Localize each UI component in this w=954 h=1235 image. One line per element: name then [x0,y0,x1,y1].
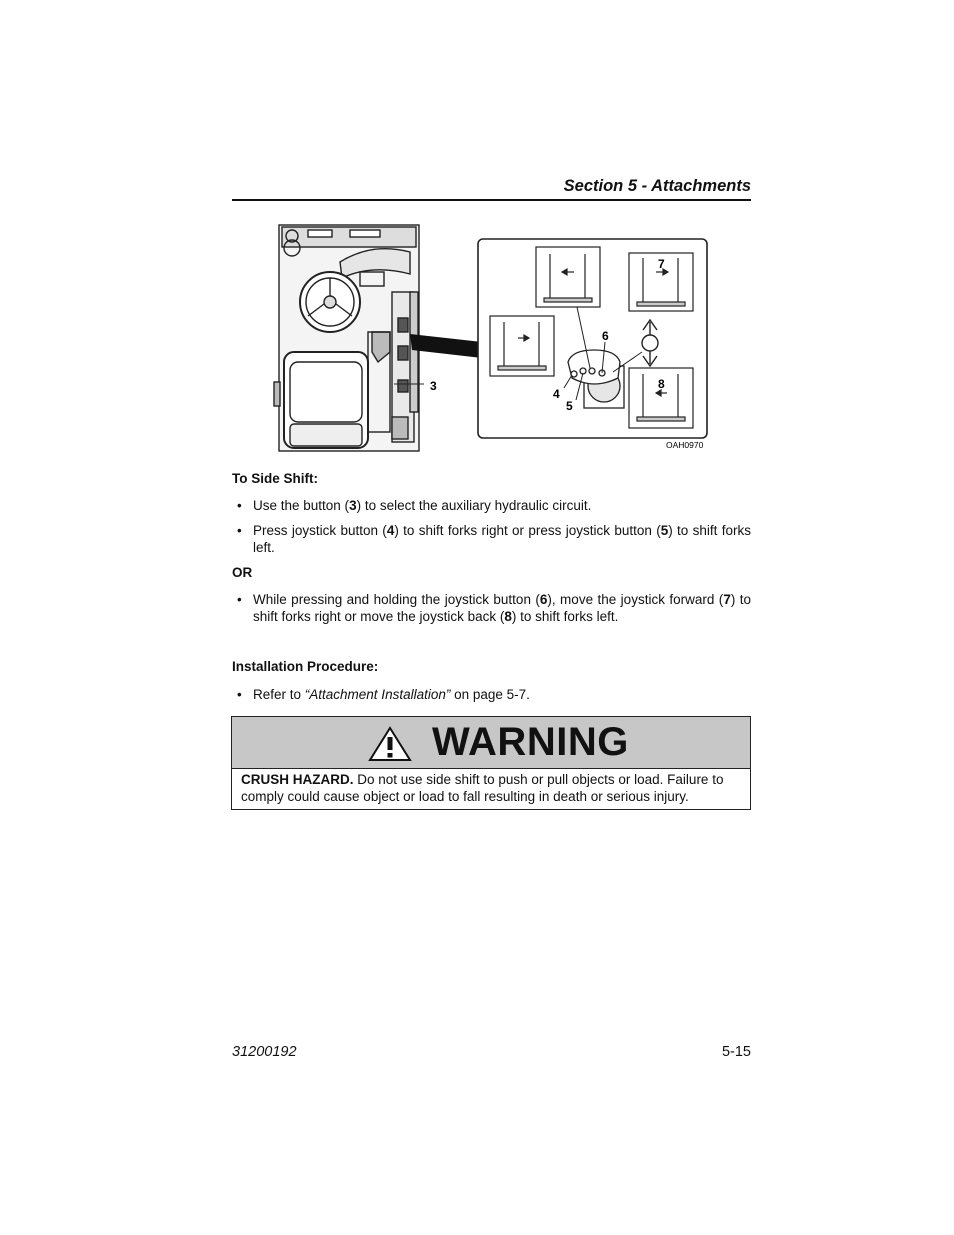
bold-number: 6 [539,592,548,607]
text: Use the button ( [253,498,350,513]
warning-text [241,771,743,805]
callout-6: 6 [602,329,609,343]
callout-7: 7 [658,257,665,271]
hazard-label: CRUSH HAZARD. [241,772,354,787]
forward-back-arrow [642,320,658,366]
header-rule [232,199,751,201]
text: Press joystick button ( [253,523,387,538]
text: on page 5-7. [450,687,530,702]
callout-4: 4 [553,387,560,401]
warning-triangle-icon [368,726,412,762]
fork-panel-top-center [536,247,600,307]
bold-number: 4 [386,523,395,538]
warning-box [231,716,751,810]
fork-panel-left [490,316,554,376]
warning-message: Do not use side shift to push or pull objects or load. Failure to comply could cause object or load to fall resulting in death or serious injury. [241,772,724,804]
footer-doc-number: 31200192 [232,1044,297,1060]
text: ) to shift forks right or move the joystick back ( [253,592,752,624]
section-header-title: Section 5 - Attachments [563,177,751,195]
text: Refer to [253,687,305,702]
warning-header [232,717,750,769]
bold-number: 7 [723,592,731,607]
figure-id: OAH0970 [666,440,704,450]
figure-illustration [272,222,712,454]
text: ) to shift forks left. [253,523,751,555]
text: While pressing and holding the joystick button ( [253,592,540,607]
callout-8: 8 [658,377,665,391]
text: ) to shift forks left. [511,609,619,624]
bold-number: 3 [349,498,357,513]
text: ) to select the auxiliary hydraulic circuit. [356,498,592,513]
cross-reference-link[interactable]: “Attachment Installation” [304,687,451,702]
callout-3: 3 [430,379,437,393]
bold-number: 5 [660,523,669,538]
bold-number: 8 [504,609,512,624]
connector-band [410,334,482,358]
figure-cab-joystick [272,222,712,454]
warning-word: WARNING [432,720,629,764]
callout-5: 5 [566,399,573,413]
footer-page-number: 5-15 [721,1044,751,1060]
side-shift-heading: To Side Shift: [232,471,318,486]
or-label: OR [232,565,253,580]
installation-heading: Installation Procedure: [232,659,379,674]
text: ) to shift forks right or press joystick button ( [394,523,661,538]
text: ), move the joystick forward ( [547,592,724,607]
cab-drawing [274,225,419,451]
